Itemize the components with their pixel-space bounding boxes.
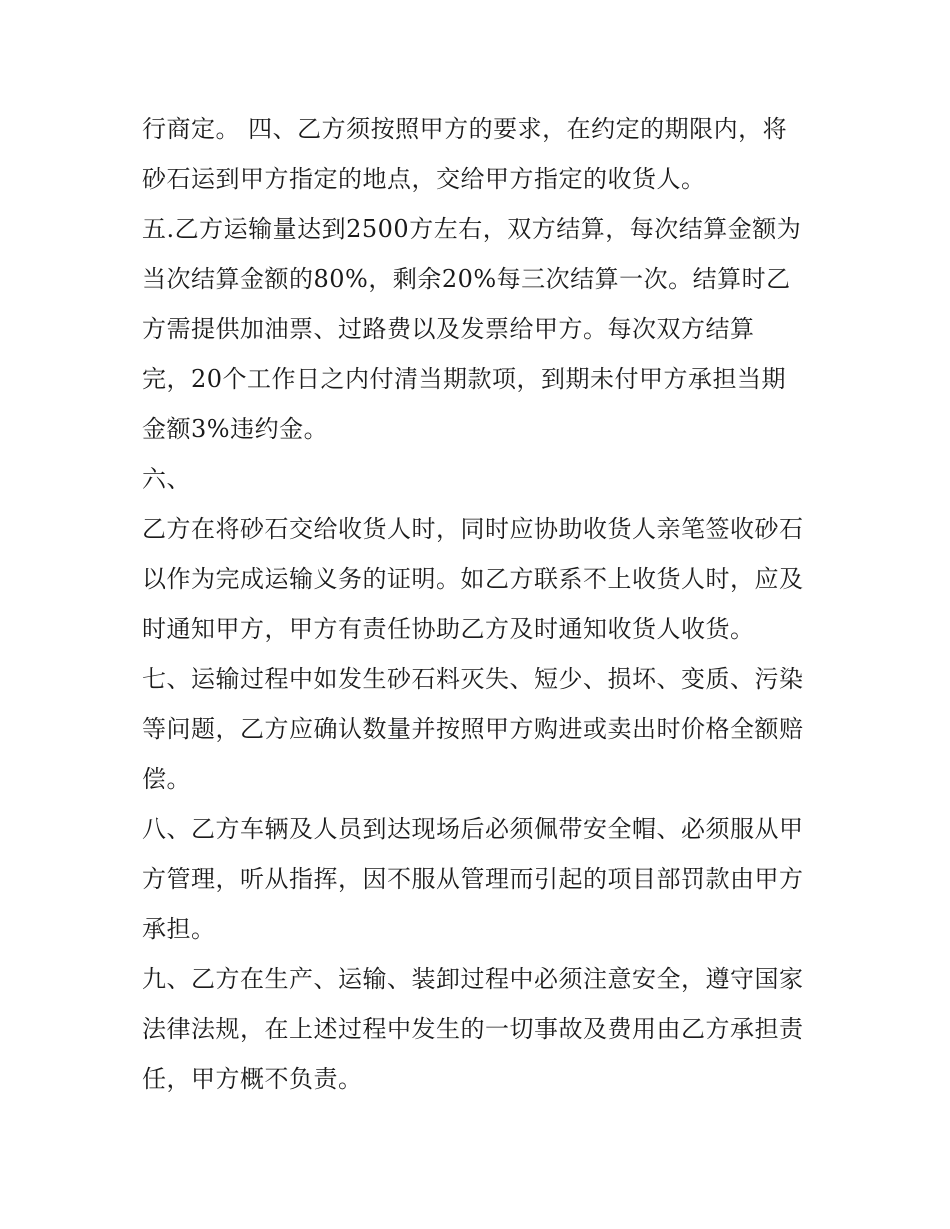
text-line: 以作为完成运输义务的证明。如乙方联系不上收货人时，应及	[142, 565, 804, 593]
text-line: 八、乙方车辆及人员到达现场后必须佩带安全帽、必须服从甲	[142, 815, 804, 843]
text-line: 六、	[142, 465, 191, 493]
text-line: 等问题，乙方应确认数量并按照甲方购进或卖出时价格全额赔	[142, 715, 804, 743]
text-line: 九、乙方在生产、运输、装卸过程中必须注意安全，遵守国家	[142, 965, 804, 993]
text-line: 当次结算金额的80%，剩余20%每三次结算一次。结算时乙	[142, 265, 791, 293]
text-line: 完，20个工作日之内付清当期款项，到期未付甲方承担当期	[142, 365, 787, 393]
document-body	[142, 104, 822, 1104]
text-line: 行商定。 四、乙方须按照甲方的要求，在约定的期限内，将	[142, 115, 788, 143]
text-line: 偿。	[142, 765, 191, 793]
text-line: 乙方在将砂石交给收货人时，同时应协助收货人亲笔签收砂石	[142, 515, 804, 543]
text-line: 承担。	[142, 915, 216, 943]
text-line: 方需提供加油票、过路费以及发票给甲方。每次双方结算	[142, 315, 755, 343]
text-line: 金额3%违约金。	[142, 415, 329, 443]
text-line: 任，甲方概不负责。	[142, 1065, 363, 1093]
text-line: 方管理，听从指挥，因不服从管理而引起的项目部罚款由甲方	[142, 865, 804, 893]
text-line: 砂石运到甲方指定的地点，交给甲方指定的收货人。	[142, 165, 706, 193]
text-line: 时通知甲方，甲方有责任协助乙方及时通知收货人收货。	[142, 615, 755, 643]
text-line: 法律法规，在上述过程中发生的一切事故及费用由乙方承担责	[142, 1015, 804, 1043]
text-line: 五.乙方运输量达到2500方左右，双方结算，每次结算金额为	[142, 215, 802, 243]
text-line: 七、运输过程中如发生砂石料灭失、短少、损坏、变质、污染	[142, 665, 804, 693]
